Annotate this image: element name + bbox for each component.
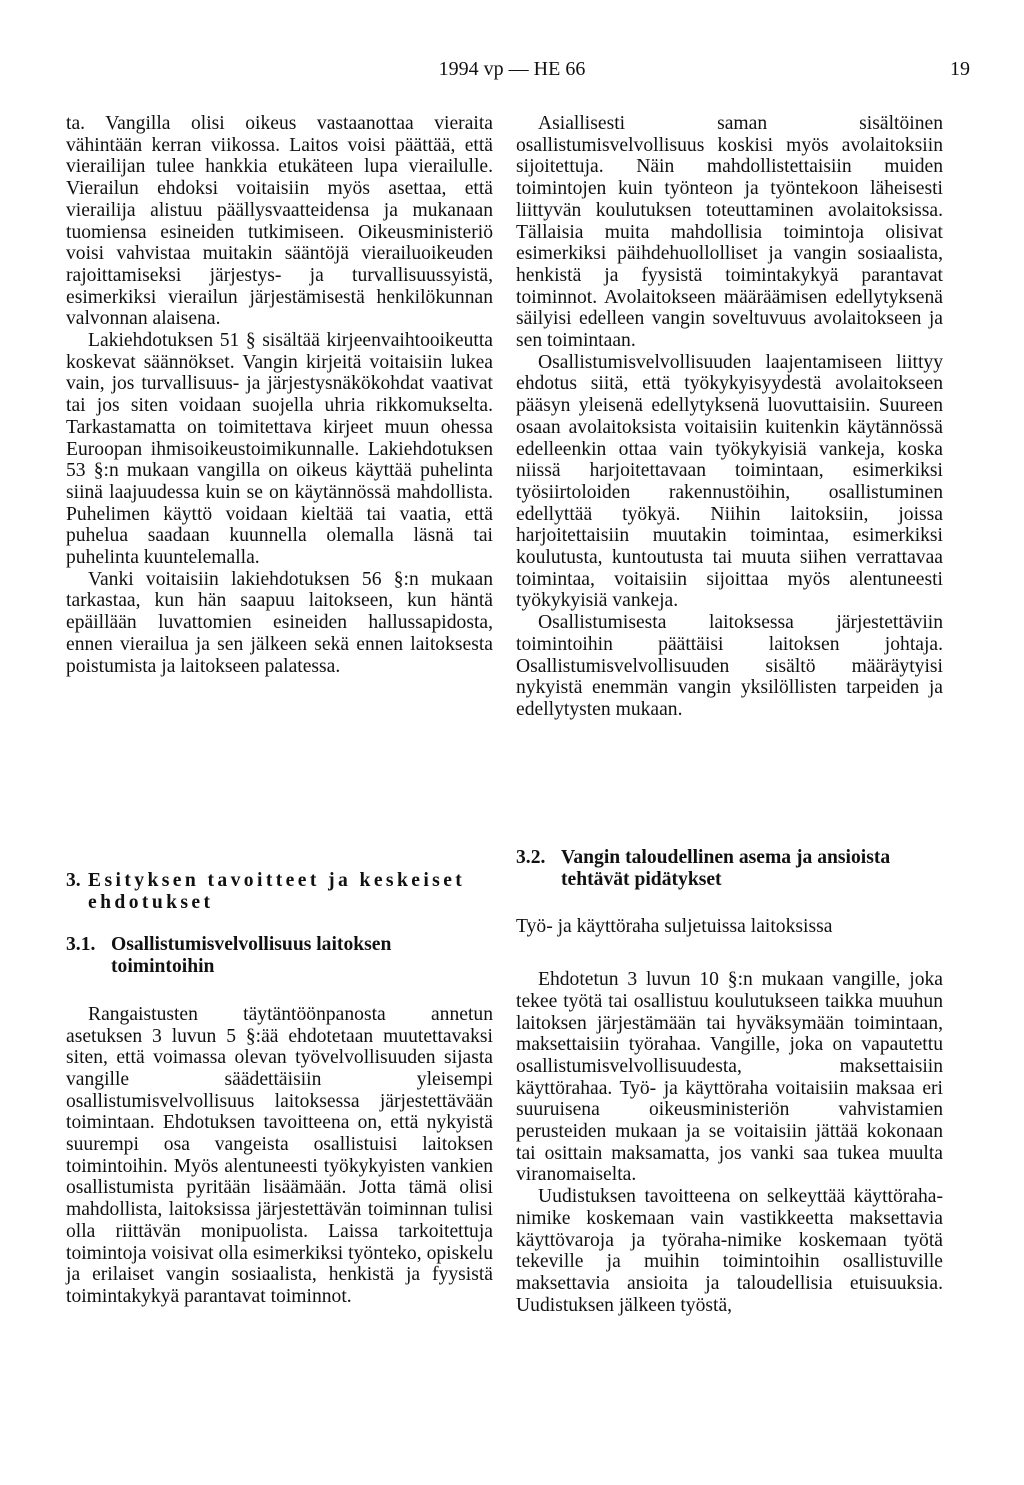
paragraph: Rangaistusten täytäntöönpanosta annetun asetuksen 3 luvun 5 §:ää ehdotetaan muutettavaksi siten, että voimassa olevan työvelvollisuuden sijasta vangille säädettäisiin yleisempi osallistumisvelvollisuus laitoksessa järjestettävään toimintaan. Ehdotuksen tavoitteena on, että nykyistä suurempi osa vangeista osallistuisi laitoksen toimintoihin. Myös alentuneesti työkykyisten vankien osallistumista pyritään lisäämään. Jotta tämä olisi mahdollista, laitoksissa järjestettävän toiminnan tulisi olla riittävän monipuolista. Laissa tarkoitettuja toimintoja voisivat olla esimerkiksi työnteko, opiskelu ja erilaiset vangin sosiaalista, henkistä ja fyysistä toimintakykyä parantavat toiminnot. <box>66 1003 493 1307</box>
subheading: Työ- ja käyttöraha suljetuissa laitoksissa <box>516 916 833 938</box>
running-head: 1994 vp — HE 66 <box>438 58 586 80</box>
right-column-top <box>516 113 943 721</box>
paragraph: Vanki voitaisiin lakiehdotuksen 56 §:n mukaan tarkastaa, kun hän saapuu laitokseen, kun häntä epäillään luvattomien esineiden hallussapidosta, ennen vierailua ja sen jälkeen sekä ennen laitoksesta poistumista ja laitokseen palatessa. <box>66 568 493 677</box>
page-number: 19 <box>950 58 970 80</box>
subsection-number: 3.2. <box>516 847 546 868</box>
section-number: 3. <box>66 870 81 891</box>
paragraph: Ehdotetun 3 luvun 10 §:n mukaan vangille, joka tekee työtä tai osallistuu koulutukseen taikka muuhun laitoksen järjestämään tai hyväksymään toimintaan, maksettaisiin työrahaa. Vangille, joka on vapautettu osallistumisvelvollisuudesta, maksettaisiin käyttörahaa. Työ- ja käyttöraha voitaisiin maksaa eri suuruisena oikeusministeriön vahvistamien perusteiden mukaan ja se voitaisiin jättää kokonaan tai osittain maksamatta, jos vanki saa tukea muulta viranomaiselta. <box>516 969 943 1186</box>
subsection-title: Vangin taloudellinen asema ja ansioista tehtävät pidätykset <box>561 847 891 890</box>
subsection-heading <box>66 934 493 977</box>
subsection-heading <box>516 847 943 890</box>
section-title: Esityksen tavoitteet ja keskeiset ehdotukset <box>88 870 466 913</box>
left-column-bottom <box>66 870 493 1308</box>
paragraph: Uudistuksen tavoitteena on selkeyttää käyttöraha-nimike koskemaan vain vastikkeetta maksettavia käyttövaroja ja työraha-nimike koskemaan työtä tekeville ja muihin toimintoihin osallistuville maksettavia ansioita ja taloudellisia etuisuuksia. Uudistuksen jälkeen työstä, <box>516 1186 943 1316</box>
paragraph: Osallistumisvelvollisuuden laajentamiseen liittyy ehdotus siitä, että työkykyisyydestä avolaitokseen pääsyn yleisenä edellytyksenä luovuttaisiin. Suureen osaan avolaitoksista voitaisiin kuitenkin käytännössä edelleenkin ottaa vain työkykyisiä vankeja, koska niissä harjoitettavaan toimintaan, esimerkiksi työsiirtoloiden rakennustöihin, osallistuminen edellyttää työkyä. Niihin laitoksiin, joissa harjoitettaisiin muutakin toimintaa, esimerkiksi koulutusta, kuntoutusta tai muuta siihen verrattavaa toimintaa, voitaisiin sijoittaa myös alentuneesti työkykyisiä vankeja. <box>516 351 943 612</box>
subsection-number: 3.1. <box>66 934 96 956</box>
right-column-bottom <box>516 847 943 1316</box>
left-column-top <box>66 113 493 677</box>
paragraph: ta. Vangilla olisi oikeus vastaanottaa vieraita vähintään kerran viikossa. Laitos voisi päättää, että vierailijan tulee hankkia etukäteen lupa vierailulle. Vierailun ehdoksi voitaisiin myös asettaa, että vierailija alistuu päällysvaatteidensa ja mukanaan tuomiensa esineiden tutkimiseen. Oikeusministeriö voisi vahvistaa muitakin sääntöjä vierailuoikeuden rajoittamiseksi järjestys- ja turvallisuussyistä, esimerkiksi vierailun järjestämisestä henkilökunnan valvonnan alaisena. <box>66 113 493 330</box>
paragraph: Asiallisesti saman sisältöinen osallistumisvelvollisuus koskisi myös avolaitoksiin sijoitettuja. Näin mahdollistettaisiin muiden toimintojen kuin työnteon ja työntekoon läheisesti liittyvän koulutuksen toteuttaminen avolaitoksissa. Tällaisia muita mahdollisia toimintoja olisivat esimerkiksi päihdehuollolliset ja vangin sosiaalista, henkistä ja fyysistä toimintakykyä parantavat toiminnot. Avolaitokseen määräämisen edellytyksenä säilyisi edelleen vangin soveltuvuus avolaitokseen ja sen toimintaan. <box>516 113 943 352</box>
subsection-title: Osallistumisvelvollisuus laitoksen toimintoihin <box>111 934 392 978</box>
section-heading <box>66 870 493 913</box>
page-header <box>0 58 1024 88</box>
paragraph: Osallistumisesta laitoksessa järjestettäviin toimintoihin päättäisi laitoksen johtaja. Osallistumisvelvollisuuden sisältö määräytyisi nykyistä enemmän vangin yksilöllisten tarpeiden ja edellytysten mukaan. <box>516 612 943 720</box>
paragraph: Lakiehdotuksen 51 § sisältää kirjeenvaihtooikeutta koskevat säännökset. Vangin kirjeitä voitaisiin lukea vain, jos turvallisuus- ja järjestysnäkökohdat vaativat tai jos siten voidaan suojella uhria rikkomukselta. Tarkastamatta on toimitettava kirjeet muun ohessa Euroopan ihmisoikeustoimikunnalle. Lakiehdotuksen 53 §:n mukaan vangilla on oikeus käyttää puhelinta siinä laajuudessa kuin se on käytännössä mahdollista. Puhelimen käyttö voidaan kieltää tai vaatia, että puhelua saadaan kuunnella olemalla läsnä tai puhelinta kuuntelemalla. <box>66 330 493 569</box>
